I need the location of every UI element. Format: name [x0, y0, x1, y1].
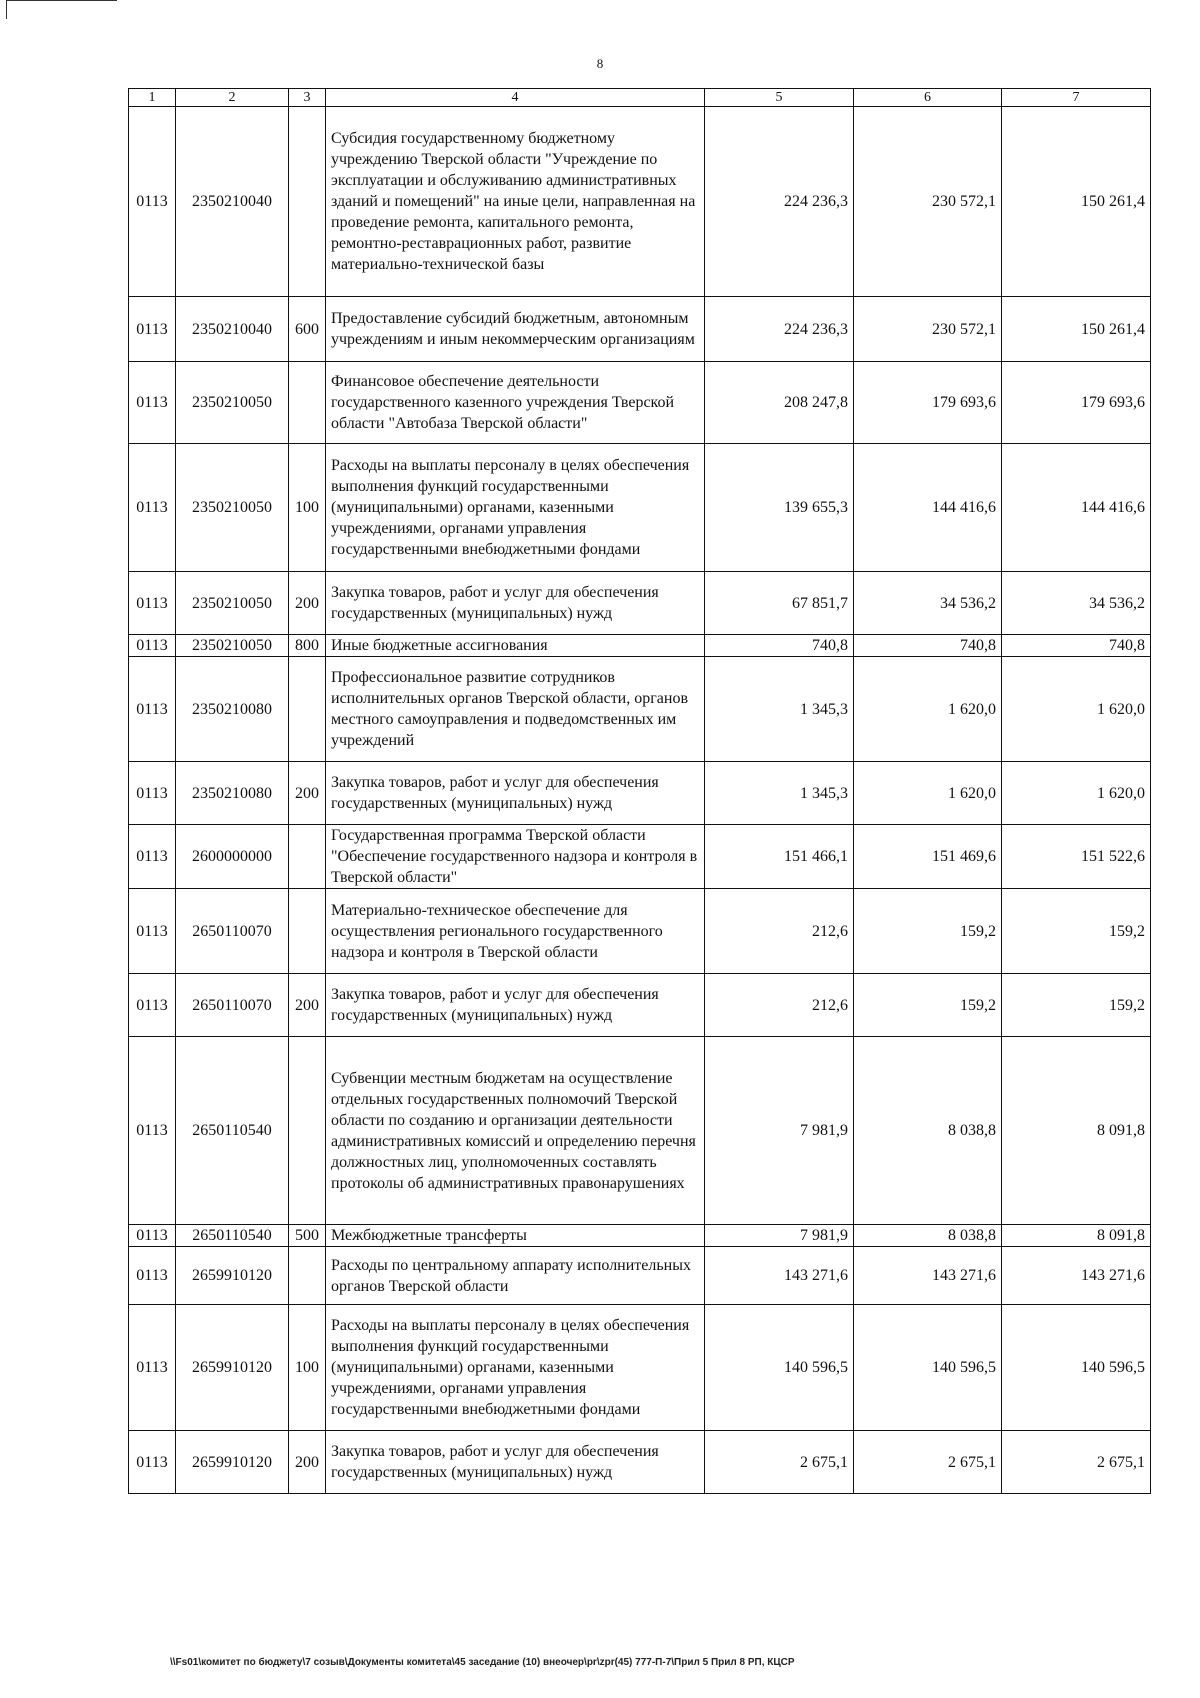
section-cell: 0113: [129, 825, 176, 889]
value-col6-cell: 143 271,6: [854, 1247, 1002, 1305]
table-row: [129, 572, 1151, 635]
description-cell: Иные бюджетные ассигнования: [326, 635, 705, 657]
target-code-cell: 2350210080: [176, 762, 289, 825]
table-row: [129, 362, 1151, 444]
value-col6-cell: 179 693,6: [854, 362, 1002, 444]
value-col5-cell: 139 655,3: [705, 444, 854, 572]
section-cell: 0113: [129, 762, 176, 825]
target-code-cell: 2650110070: [176, 974, 289, 1037]
target-code-cell: 2650110540: [176, 1037, 289, 1225]
budget-table: [128, 88, 1151, 1494]
description-cell: Закупка товаров, работ и услуг для обеспечения государственных (муниципальных) нужд: [326, 762, 705, 825]
value-col6-cell: 230 572,1: [854, 107, 1002, 297]
expense-type-cell: [289, 825, 326, 889]
target-code-cell: 2600000000: [176, 825, 289, 889]
table-row: [129, 297, 1151, 362]
value-col7-cell: 34 536,2: [1002, 572, 1151, 635]
expense-type-cell: 500: [289, 1225, 326, 1247]
description-cell: Закупка товаров, работ и услуг для обеспечения государственных (муниципальных) нужд: [326, 1431, 705, 1494]
value-col5-cell: 151 466,1: [705, 825, 854, 889]
target-code-cell: 2350210040: [176, 297, 289, 362]
expense-type-cell: [289, 1037, 326, 1225]
expense-type-cell: [289, 107, 326, 297]
value-col6-cell: 2 675,1: [854, 1431, 1002, 1494]
expense-type-cell: 200: [289, 762, 326, 825]
target-code-cell: 2350210040: [176, 107, 289, 297]
value-col5-cell: 7 981,9: [705, 1225, 854, 1247]
description-cell: Расходы по центральному аппарату исполнительных органов Тверской области: [326, 1247, 705, 1305]
section-cell: 0113: [129, 1305, 176, 1431]
description-cell: Закупка товаров, работ и услуг для обеспечения государственных (муниципальных) нужд: [326, 572, 705, 635]
target-code-cell: 2659910120: [176, 1431, 289, 1494]
value-col6-cell: 159,2: [854, 889, 1002, 974]
target-code-cell: 2350210050: [176, 572, 289, 635]
column-number-header: [129, 89, 1151, 107]
table-row: [129, 1037, 1151, 1225]
table-row: [129, 1247, 1151, 1305]
value-col6-cell: 230 572,1: [854, 297, 1002, 362]
table-row: [129, 635, 1151, 657]
value-col5-cell: 140 596,5: [705, 1305, 854, 1431]
section-cell: 0113: [129, 1431, 176, 1494]
description-cell: Финансовое обеспечение деятельности государственного казенного учреждения Тверской области "Автобаза Тверской области": [326, 362, 705, 444]
section-cell: 0113: [129, 1247, 176, 1305]
section-cell: 0113: [129, 572, 176, 635]
value-col6-cell: 740,8: [854, 635, 1002, 657]
value-col6-cell: 1 620,0: [854, 657, 1002, 762]
target-code-cell: 2350210050: [176, 444, 289, 572]
footer-file-path: \\Fs01\комитет по бюджету\7 созыв\Документы комитета\45 заседание (10) внеочер\pr\zpr(45) 777-П-7\Прил 5 Прил 8 РП, КЦСР: [170, 1657, 795, 1668]
value-col7-cell: 150 261,4: [1002, 297, 1151, 362]
table-row: [129, 762, 1151, 825]
table-row: [129, 1305, 1151, 1431]
section-cell: 0113: [129, 107, 176, 297]
description-cell: Закупка товаров, работ и услуг для обеспечения государственных (муниципальных) нужд: [326, 974, 705, 1037]
description-cell: Профессиональное развитие сотрудников исполнительных органов Тверской области, органов местного самоуправления и подведомственных им учреждений: [326, 657, 705, 762]
value-col5-cell: 212,6: [705, 974, 854, 1037]
value-col7-cell: 179 693,6: [1002, 362, 1151, 444]
value-col7-cell: 150 261,4: [1002, 107, 1151, 297]
value-col7-cell: 8 091,8: [1002, 1225, 1151, 1247]
description-cell: Расходы на выплаты персоналу в целях обеспечения выполнения функций государственными (муниципальными) органами, казенными учреждениями, органами управления государственными внебюджетными фондами: [326, 1305, 705, 1431]
expense-type-cell: [289, 657, 326, 762]
section-cell: 0113: [129, 1225, 176, 1247]
value-col5-cell: 740,8: [705, 635, 854, 657]
value-col5-cell: 67 851,7: [705, 572, 854, 635]
table-row: [129, 974, 1151, 1037]
header-cell: 5: [705, 89, 854, 107]
section-cell: 0113: [129, 657, 176, 762]
description-cell: Расходы на выплаты персоналу в целях обеспечения выполнения функций государственными (муниципальными) органами, казенными учреждениями, органами управления государственными внебюджетными фондами: [326, 444, 705, 572]
expense-type-cell: 800: [289, 635, 326, 657]
section-cell: 0113: [129, 889, 176, 974]
value-col7-cell: 144 416,6: [1002, 444, 1151, 572]
value-col7-cell: 143 271,6: [1002, 1247, 1151, 1305]
expense-type-cell: [289, 1247, 326, 1305]
table-row: [129, 444, 1151, 572]
header-cell: 7: [1002, 89, 1151, 107]
value-col7-cell: 2 675,1: [1002, 1431, 1151, 1494]
value-col6-cell: 151 469,6: [854, 825, 1002, 889]
value-col7-cell: 140 596,5: [1002, 1305, 1151, 1431]
page-number: 8: [596, 56, 604, 71]
target-code-cell: 2350210080: [176, 657, 289, 762]
scan-corner-mark: [6, 0, 117, 19]
target-code-cell: 2350210050: [176, 362, 289, 444]
expense-type-cell: [289, 889, 326, 974]
target-code-cell: 2650110540: [176, 1225, 289, 1247]
target-code-cell: 2650110070: [176, 889, 289, 974]
description-cell: Субвенции местным бюджетам на осуществление отдельных государственных полномочий Тверской области по созданию и организации деятельности административных комиссий и определению перечня должностных лиц, уполномоченных составлять протоколы об административных правонарушениях: [326, 1037, 705, 1225]
value-col5-cell: 224 236,3: [705, 107, 854, 297]
expense-type-cell: 200: [289, 974, 326, 1037]
value-col6-cell: 8 038,8: [854, 1225, 1002, 1247]
expense-type-cell: [289, 362, 326, 444]
section-cell: 0113: [129, 635, 176, 657]
expense-type-cell: 200: [289, 572, 326, 635]
value-col6-cell: 140 596,5: [854, 1305, 1002, 1431]
value-col7-cell: 8 091,8: [1002, 1037, 1151, 1225]
value-col7-cell: 740,8: [1002, 635, 1151, 657]
table-row: [129, 1225, 1151, 1247]
value-col5-cell: 224 236,3: [705, 297, 854, 362]
section-cell: 0113: [129, 974, 176, 1037]
table-row: [129, 1431, 1151, 1494]
section-cell: 0113: [129, 362, 176, 444]
value-col6-cell: 34 536,2: [854, 572, 1002, 635]
header-cell: 2: [176, 89, 289, 107]
table-row: [129, 107, 1151, 297]
table-row: [129, 825, 1151, 889]
value-col6-cell: 8 038,8: [854, 1037, 1002, 1225]
section-cell: 0113: [129, 297, 176, 362]
table-body: [129, 89, 1151, 1494]
table-row: [129, 889, 1151, 974]
header-cell: 1: [129, 89, 176, 107]
description-cell: Государственная программа Тверской области "Обеспечение государственного надзора и контроля в Тверской области": [326, 825, 705, 889]
value-col5-cell: 7 981,9: [705, 1037, 854, 1225]
header-cell: 6: [854, 89, 1002, 107]
value-col7-cell: 159,2: [1002, 889, 1151, 974]
value-col6-cell: 1 620,0: [854, 762, 1002, 825]
value-col6-cell: 159,2: [854, 974, 1002, 1037]
value-col5-cell: 1 345,3: [705, 657, 854, 762]
header-cell: 3: [289, 89, 326, 107]
section-cell: 0113: [129, 1037, 176, 1225]
value-col7-cell: 1 620,0: [1002, 762, 1151, 825]
value-col7-cell: 1 620,0: [1002, 657, 1151, 762]
value-col6-cell: 144 416,6: [854, 444, 1002, 572]
expense-type-cell: 100: [289, 1305, 326, 1431]
description-cell: Материально-техническое обеспечение для осуществления регионального государственного надзора и контроля в Тверской области: [326, 889, 705, 974]
value-col7-cell: 159,2: [1002, 974, 1151, 1037]
expense-type-cell: 600: [289, 297, 326, 362]
value-col7-cell: 151 522,6: [1002, 825, 1151, 889]
description-cell: Предоставление субсидий бюджетным, автономным учреждениям и иным некоммерческим организациям: [326, 297, 705, 362]
value-col5-cell: 143 271,6: [705, 1247, 854, 1305]
section-cell: 0113: [129, 444, 176, 572]
expense-type-cell: 200: [289, 1431, 326, 1494]
target-code-cell: 2659910120: [176, 1247, 289, 1305]
description-cell: Межбюджетные трансферты: [326, 1225, 705, 1247]
header-cell: 4: [326, 89, 705, 107]
table-row: [129, 657, 1151, 762]
expense-type-cell: 100: [289, 444, 326, 572]
value-col5-cell: 1 345,3: [705, 762, 854, 825]
description-cell: Субсидия государственному бюджетному учреждению Тверской области "Учреждение по эксплуатации и обслуживанию административных зданий и помещений" на иные цели, направленная на проведение ремонта, капитального ремонта, ремонтно-реставрационных работ, развитие материально-технической базы: [326, 107, 705, 297]
value-col5-cell: 212,6: [705, 889, 854, 974]
value-col5-cell: 2 675,1: [705, 1431, 854, 1494]
value-col5-cell: 208 247,8: [705, 362, 854, 444]
target-code-cell: 2659910120: [176, 1305, 289, 1431]
target-code-cell: 2350210050: [176, 635, 289, 657]
